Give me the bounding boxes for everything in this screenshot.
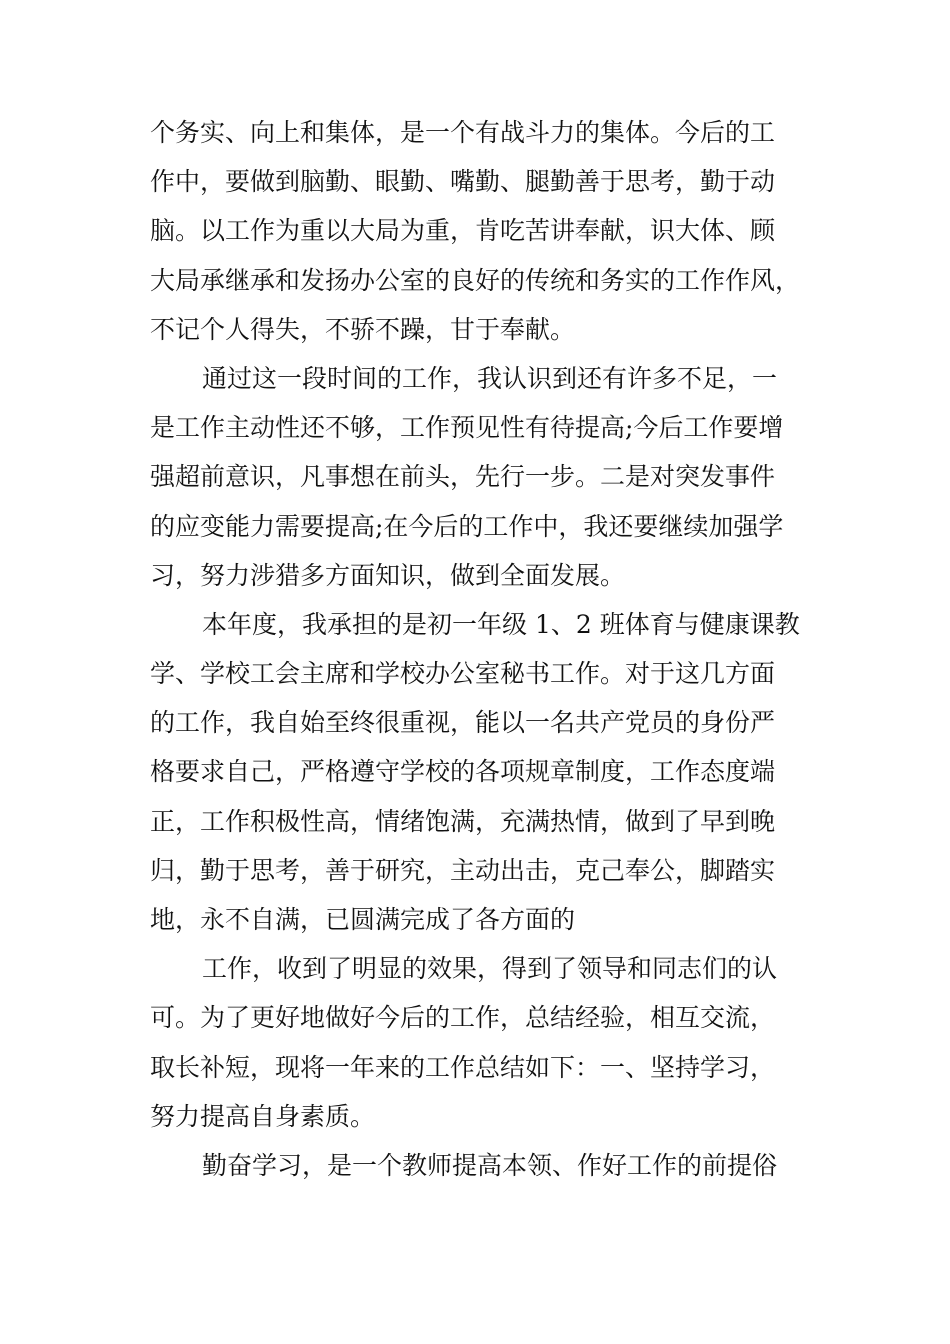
paragraph-4 <box>150 944 810 1141</box>
text-line: 通过这一段时间的工作，我认识到还有许多不足，一 <box>202 363 778 393</box>
text-line: 的应变能力需要提高;在今后的工作中，我还要继续加强学 <box>150 511 784 541</box>
text-line: 正，工作积极性高，情绪饱满，充满热情，做到了早到晚 <box>150 806 776 836</box>
text-line: 是工作主动性还不够，工作预见性有待提高;今后工作要增 <box>150 413 784 443</box>
text-line: 不记个人得失，不骄不躁，甘于奉献。 <box>150 314 576 344</box>
paragraph-5 <box>150 1141 810 1190</box>
text-line: 取长补短，现将一年来的工作总结如下：一、坚持学习， <box>150 1052 776 1082</box>
paragraph-2 <box>150 354 810 600</box>
text-line: 的工作，我自始至终很重视，能以一名共产党员的身份严 <box>150 708 776 738</box>
text-line: 本年度，我承担的是初一年级 1、2 班体育与健康课教 <box>202 609 800 639</box>
paragraph-1 <box>150 108 810 354</box>
text-line: 工作，收到了明显的效果，得到了领导和同志们的认 <box>202 954 778 984</box>
text-line: 强超前意识，凡事想在前头，先行一步。二是对突发事件 <box>150 462 776 492</box>
text-line: 勤奋学习，是一个教师提高本领、作好工作的前提俗 <box>202 1150 778 1180</box>
text-line: 个务实、向上和集体，是一个有战斗力的集体。今后的工 <box>150 118 776 147</box>
text-line: 习，努力涉猎多方面知识，做到全面发展。 <box>150 560 626 590</box>
document-body <box>150 108 810 1190</box>
text-line: 大局承继承和发扬办公室的良好的传统和务实的工作作风， <box>150 265 801 295</box>
text-line: 作中，要做到脑勤、眼勤、嘴勤、腿勤善于思考，勤于动 <box>150 167 776 197</box>
text-line: 归，勤于思考，善于研究，主动出击，克己奉公，脚踏实 <box>150 855 776 885</box>
text-line: 格要求自己，严格遵守学校的各项规章制度，工作态度端 <box>150 757 776 787</box>
text-line: 学、学校工会主席和学校办公室秘书工作。对于这几方面 <box>150 659 776 689</box>
text-line: 可。为了更好地做好今后的工作，总结经验，相互交流， <box>150 1003 776 1033</box>
text-line: 努力提高自身素质。 <box>150 1101 376 1131</box>
text-line: 脑。以工作为重以大局为重，肯吃苦讲奉献，识大体、顾 <box>150 216 776 246</box>
paragraph-3 <box>150 600 810 944</box>
text-line: 地，永不自满，已圆满完成了各方面的 <box>150 905 576 934</box>
